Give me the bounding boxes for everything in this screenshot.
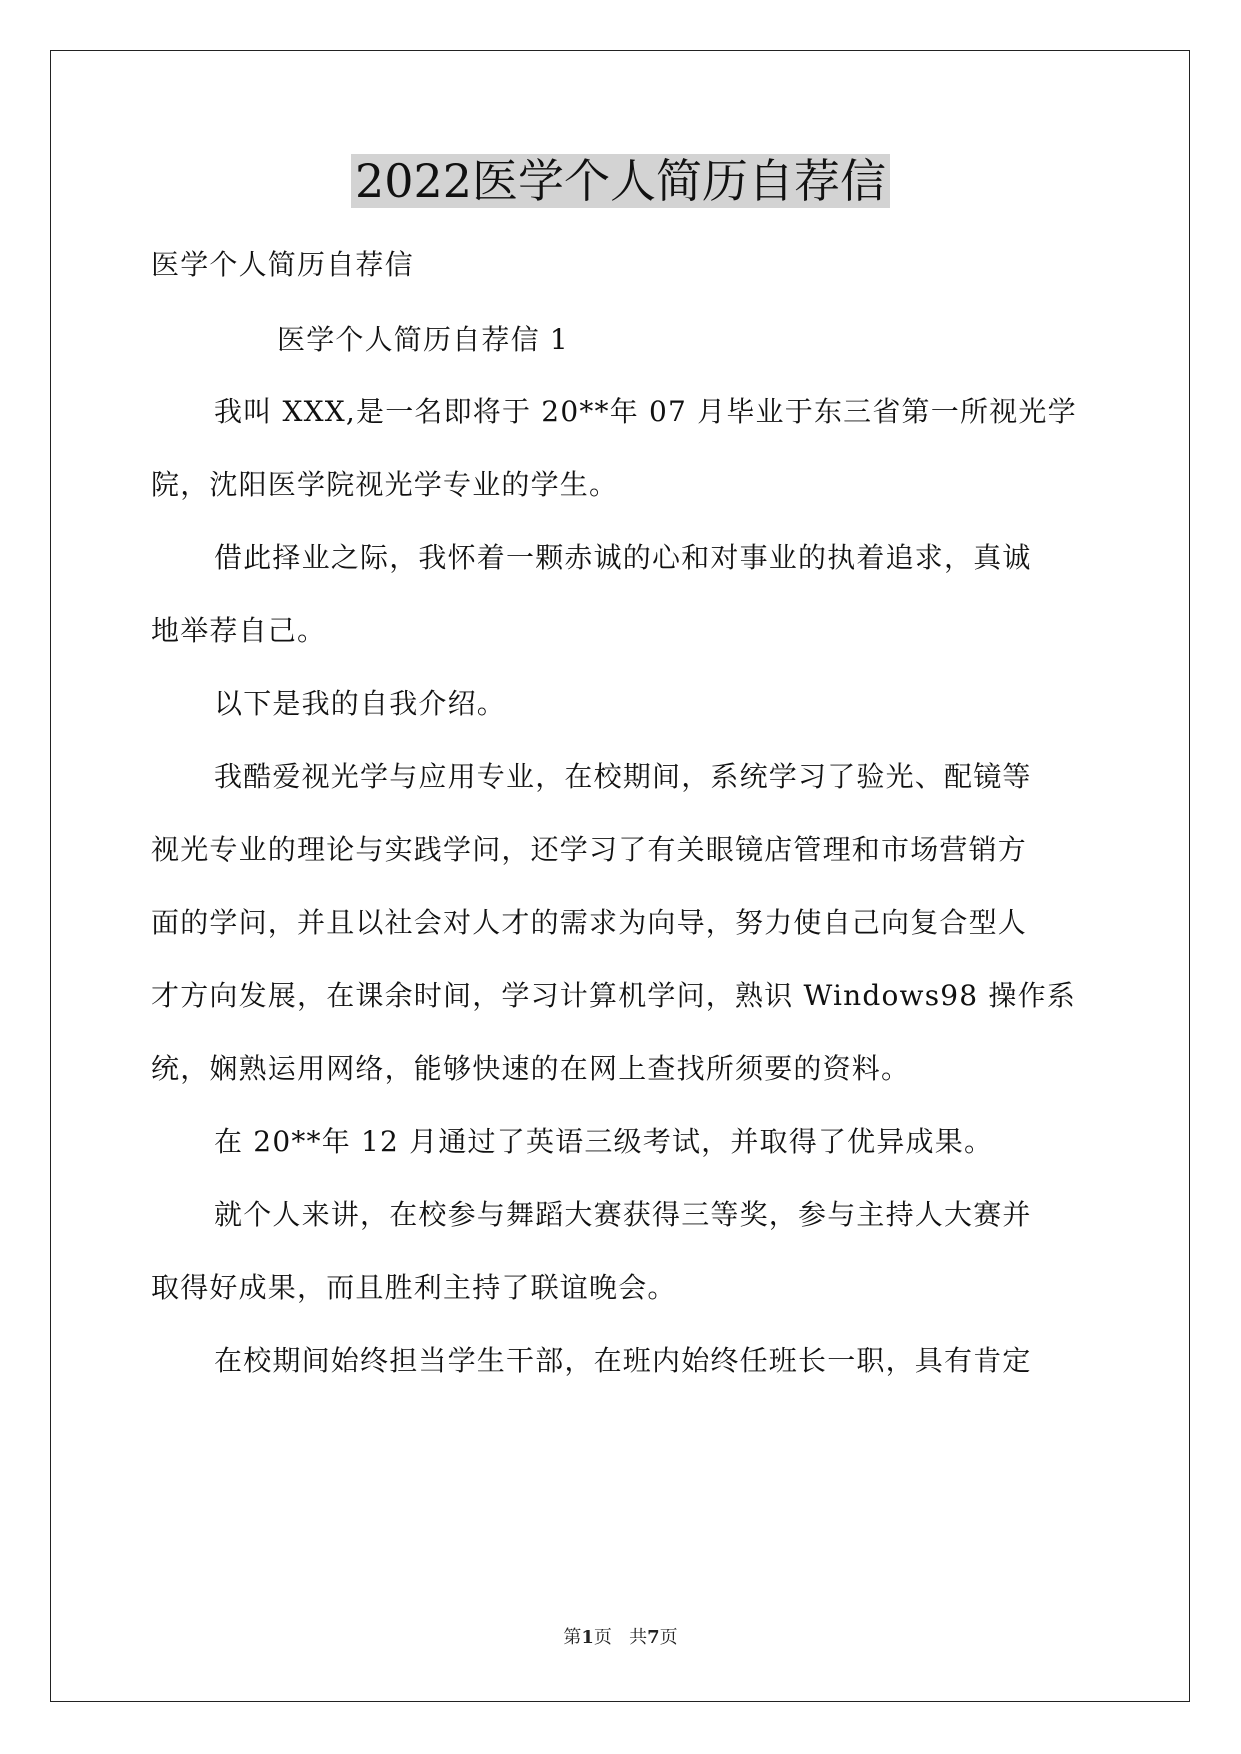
- body-line: 就个人来讲，在校参与舞蹈大赛获得三等奖，参与主持人大赛并: [214, 1198, 1032, 1231]
- footer-page-prefix: 第: [563, 1627, 582, 1648]
- footer-total-suffix: 页: [659, 1627, 678, 1648]
- body-line: 以下是我的自我介绍。: [214, 687, 507, 720]
- footer-page-suffix: 页: [593, 1627, 612, 1648]
- body-line: 取得好成果，而且胜利主持了联谊晚会。: [151, 1271, 677, 1304]
- document-subtitle: 医学个人简历自荐信: [151, 248, 414, 281]
- body-line: 我酷爱视光学与应用专业，在校期间，系统学习了验光、配镜等: [214, 760, 1032, 793]
- footer-page-number: 1: [581, 1627, 594, 1648]
- page-border: [50, 50, 1190, 1702]
- page-footer: [0, 1626, 1241, 1650]
- section-heading: 医学个人简历自荐信 1: [277, 323, 569, 356]
- body-line: 面的学问，并且以社会对人才的需求为向导，努力使自己向复合型人: [151, 906, 1028, 939]
- footer-total-prefix: 共: [629, 1627, 648, 1648]
- body-line: 统，娴熟运用网络，能够快速的在网上查找所须要的资料。: [151, 1052, 911, 1085]
- body-line: 地举荐自己。: [151, 614, 327, 647]
- body-line: 才方向发展，在课余时间，学习计算机学问，熟识 Windows98 操作系: [151, 979, 1077, 1012]
- body-line: 在校期间始终担当学生干部，在班内始终任班长一职，具有肯定: [214, 1344, 1032, 1377]
- document-title-text: 2022医学个人简历自荐信: [351, 154, 890, 208]
- body-line: 借此择业之际，我怀着一颗赤诚的心和对事业的执着追求，真诚: [214, 541, 1032, 574]
- body-line: 视光专业的理论与实践学问，还学习了有关眼镜店管理和市场营销方: [151, 833, 1028, 866]
- body-line: 在 20**年 12 月通过了英语三级考试，并取得了优异成果。: [214, 1125, 994, 1158]
- body-line: 院，沈阳医学院视光学专业的学生。: [151, 468, 619, 501]
- document-title: [0, 150, 1241, 212]
- footer-total-pages: 7: [647, 1627, 660, 1648]
- body-line: 我叫 XXX,是一名即将于 20**年 07 月毕业于东三省第一所视光学: [214, 395, 1077, 428]
